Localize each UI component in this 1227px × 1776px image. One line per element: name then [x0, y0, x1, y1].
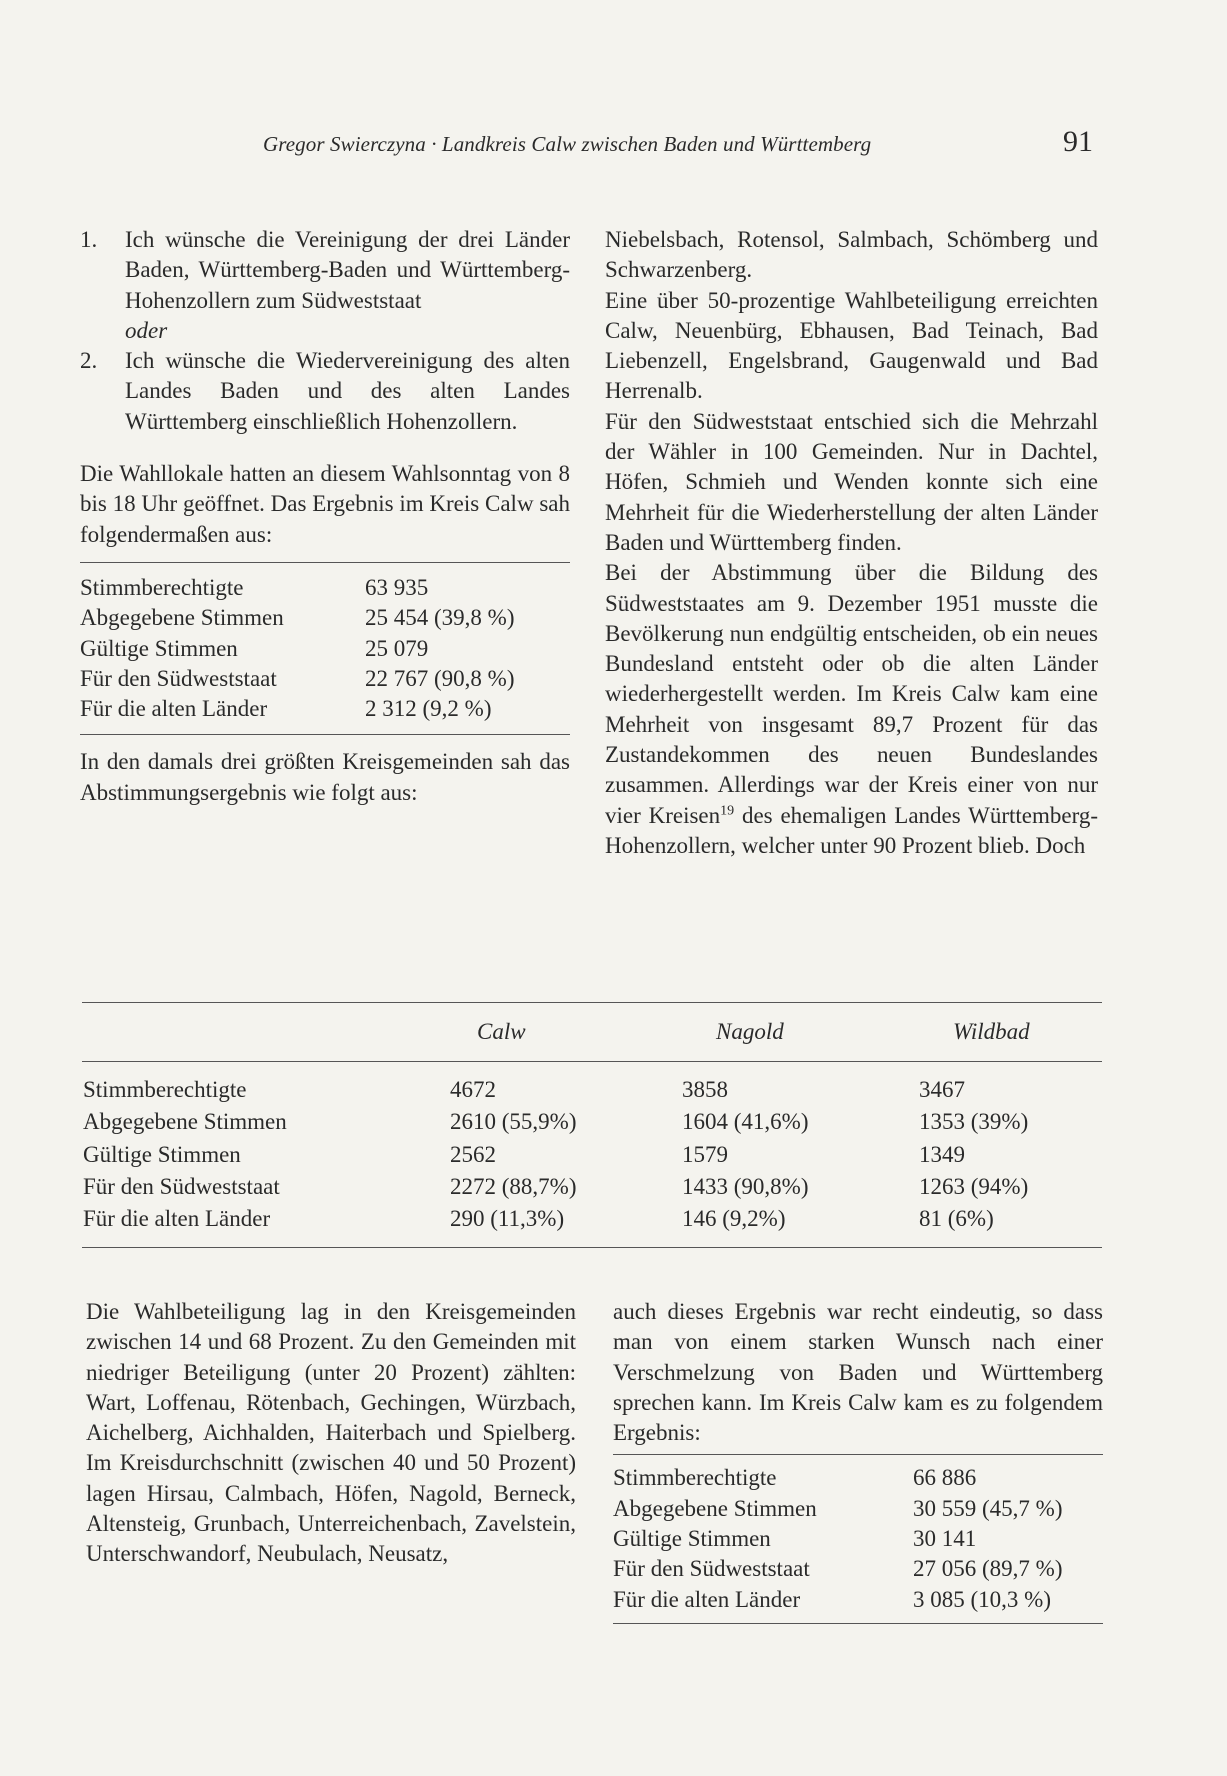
paragraph-text: des ehemaligen Landes Württemberg-Hohenzollern, welcher unter 90 Prozent blieb. Doch — [605, 802, 1098, 858]
ballot-separator — [80, 316, 570, 346]
ballot-options — [80, 225, 570, 437]
running-header — [263, 125, 1093, 159]
table-rule-bottom — [80, 734, 570, 735]
running-title: Gregor Swierczyna · Landkreis Calw zwischen Baden und Württemberg — [263, 132, 872, 156]
table-row: Stimmberechtigte 4672 3858 3467 — [83, 1077, 965, 1102]
option-text: Ich wünsche die Vereinigung der drei Länder Baden, Württemberg-Baden und Württemberg-Hohenzollern zum Südweststaat — [125, 227, 570, 313]
page-number: 91 — [1063, 125, 1093, 158]
paragraph: In den damals drei größten Kreisgemeinden sah das Abstimmungsergebnis wie folgt aus: — [80, 749, 570, 805]
paragraph: Die Wahlbeteiligung lag in den Kreisgemeinden zwischen 14 und 68 Prozent. Zu den Gemeinden mit niedriger Beteiligung (unter 20 Prozent) zählten: Wart, Loffenau, Rötenbach, Gechingen, Würzbach, Aichelberg, Aichhalden, Haiterbach und Spielberg. Im Kreisdurchschnitt (zwischen 40 und 50 Prozent) lagen Hirsau, Calmbach, Höfen, Nagold, Berneck, Altensteig, Grunbach, Unterreichenbach, Zavelstein, Unterschwandorf, Neubulach, Neusatz, — [86, 1299, 576, 1567]
column-header: Nagold — [716, 1019, 784, 1044]
bottom-right-column — [613, 1297, 1103, 1624]
table-rule-top — [613, 1454, 1103, 1455]
table-row: Für die alten Länder 2 312 (9,2 %) — [80, 696, 492, 722]
oder-label: oder — [125, 317, 168, 343]
paragraph: Für den Südweststaat entschied sich die Mehrzahl der Wähler in 100 Gemeinden. Nur in Dachtel, Höfen, Schmieh und Wenden konnte sich eine Mehrheit für die Wiederherstellung der alten Länder Baden und Württemberg finden. — [605, 408, 1098, 555]
column-header: Wildbad — [953, 1019, 1030, 1044]
table-row: Gültige Stimmen 2562 1579 1349 — [83, 1141, 965, 1167]
table-row: Gültige Stimmen 25 079 — [80, 635, 429, 661]
table-row: Für den Südweststaat 22 767 (90,8 %) — [80, 665, 515, 691]
ballot-option — [80, 346, 570, 437]
table-row: Stimmberechtigte 63 935 — [80, 574, 429, 600]
bottom-left-column — [86, 1297, 576, 1570]
table-row: Abgegebene Stimmen 2610 (55,9%) 1604 (41,6%) 1353 (39%) — [83, 1109, 1029, 1135]
table-rule-top — [80, 562, 570, 563]
table-row: Für den Südweststaat 2272 (88,7%) 1433 (90,8%) 1263 (94%) — [83, 1173, 1029, 1199]
table-row: Für den Südweststaat 27 056 (89,7 %) — [613, 1556, 1063, 1582]
paragraph: Niebelsbach, Rotensol, Salmbach, Schömberg und Schwarzenberg. — [605, 227, 1098, 283]
left-column — [80, 225, 570, 808]
paragraph-text: Bei der Abstimmung über die Bildung des Südweststaates am 9. Dezember 1951 musste die Bevölkerung nun endgültig entscheiden, ob ein neues Bundesland entsteht oder ob die alten Länder wiederhergestellt werden. Im Kreis Calw kam eine Mehrheit von insgesamt 89,7 Prozent für das Zustandekommen des neuen Bundeslandes zusammen. Allerdings war der Kreis einer von nur vier Kreisen — [605, 560, 1098, 828]
footnote-ref: 19 — [720, 802, 735, 818]
option-text: Ich wünsche die Wiedervereinigung des alten Landes Baden und des alten Landes Württemberg einschließlich Hohenzollern. — [125, 348, 570, 434]
table-row: Abgegebene Stimmen 25 454 (39,8 %) — [80, 605, 515, 631]
table-row: Abgegebene Stimmen 30 559 (45,7 %) — [613, 1495, 1063, 1521]
table-rule-bottom — [82, 1247, 1102, 1248]
result-table-towns — [82, 1002, 1102, 1248]
table-row: Für die alten Länder 3 085 (10,3 %) — [613, 1586, 1051, 1612]
table-rule-bottom — [613, 1623, 1103, 1624]
paragraph — [605, 558, 1098, 861]
result-table-calw-1950 — [80, 573, 514, 724]
paragraph: Die Wahllokale hatten an diesem Wahlsonntag von 8 bis 18 Uhr geöffnet. Das Ergebnis im Kreis Calw sah folgendermaßen aus: — [80, 461, 570, 547]
table-rule-mid — [82, 1061, 1102, 1062]
column-header: Calw — [477, 1019, 526, 1044]
ballot-option — [80, 225, 570, 316]
paragraph: auch dieses Ergebnis war recht eindeutig, so dass man von einem starken Wunsch nach einer Verschmelzung von Baden und Württemberg sprechen kann. Im Kreis Calw kam es zu folgendem Ergebnis: — [613, 1299, 1103, 1446]
right-column — [605, 225, 1098, 861]
table-row: Gültige Stimmen 30 141 — [613, 1526, 977, 1552]
paragraph: Eine über 50-prozentige Wahlbeteiligung erreichten Calw, Neuenbürg, Ebhausen, Bad Teinach, Bad Liebenzell, Engelsbrand, Gaugenwald und Bad Herrenalb. — [605, 287, 1098, 404]
table-row: Stimmberechtigte 66 886 — [613, 1465, 977, 1491]
table-header-row — [82, 1003, 1102, 1061]
option-number: 2. — [80, 348, 98, 374]
option-number: 1. — [80, 227, 98, 252]
result-table-calw-1951 — [613, 1463, 1062, 1614]
table-row: Für die alten Länder 290 (11,3%) 146 (9,2%) 81 (6%) — [83, 1206, 994, 1232]
